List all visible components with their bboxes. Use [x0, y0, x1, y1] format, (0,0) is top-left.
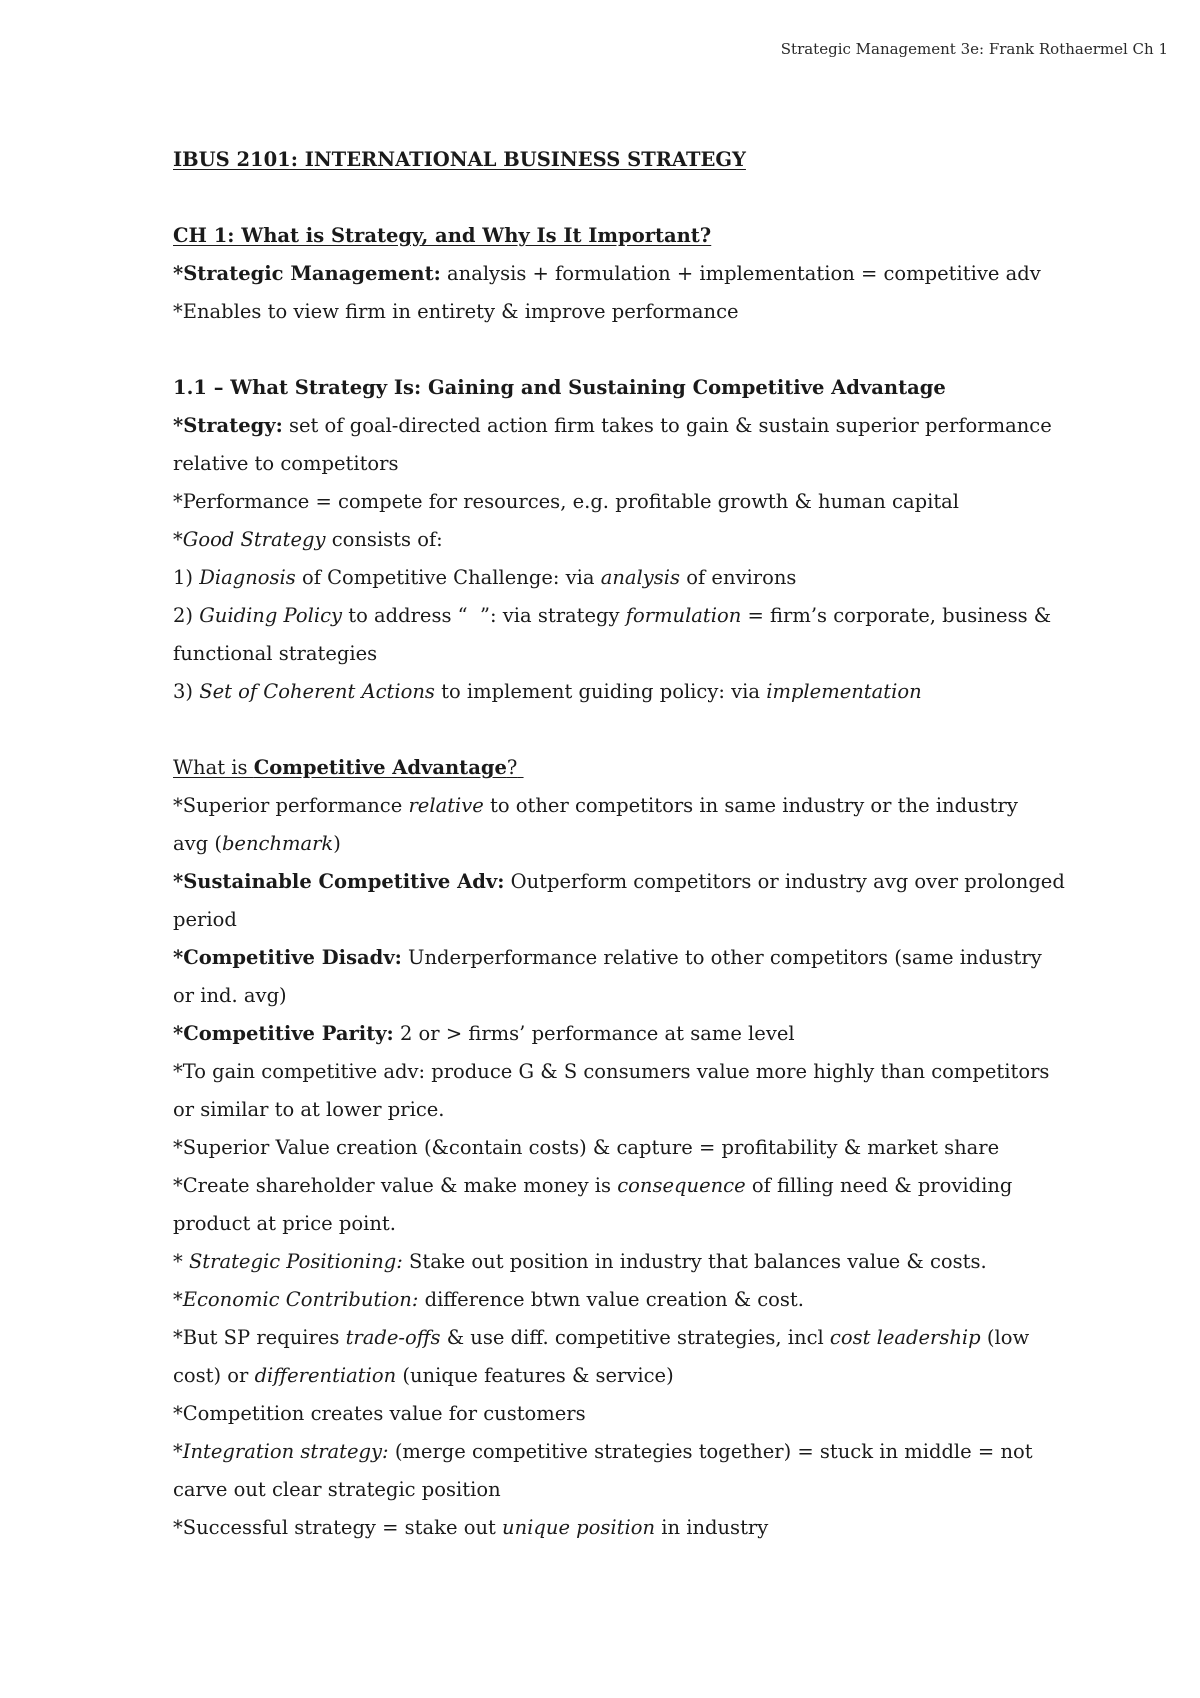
line-text: of Competitive Challenge: via [295, 566, 601, 589]
term-label: *Competitive Disadv: [173, 946, 402, 969]
list-item-guiding-policy [173, 604, 1051, 627]
italic-term: implementation [766, 680, 922, 703]
sustainable-comp-adv-cont: period [173, 908, 237, 931]
italic-term: formulation [625, 604, 742, 627]
italic-term: Guiding Policy [199, 604, 343, 627]
strategic-positioning-line [173, 1250, 987, 1273]
competition-value-line: *Competition creates value for customers [173, 1402, 586, 1425]
successful-strategy-line [173, 1516, 768, 1539]
term-text: Outperform competitors or industry avg over prolonged [504, 870, 1065, 893]
term-text: set of goal-directed action firm takes to gain & sustain superior performance [282, 414, 1052, 437]
line-text: to implement guiding policy: via [434, 680, 767, 703]
line-text: Stake out position in industry that balances value & costs. [402, 1250, 987, 1273]
ch1-line-enables: *Enables to view firm in entirety & improve performance [173, 300, 739, 323]
running-header: Strategic Management 3e: Frank Rothaermel Ch 1 [780, 40, 1168, 58]
list-number: 1) [173, 566, 200, 589]
line-text: *But SP requires [173, 1326, 346, 1349]
heading-post: ? [506, 756, 518, 779]
competitive-parity-line [173, 1022, 795, 1045]
trade-offs-line [173, 1326, 1029, 1349]
line-text: *Successful strategy = stake out [173, 1516, 503, 1539]
term-label: *Strategic Management: [173, 262, 441, 285]
good-strategy-line [173, 528, 443, 551]
line-text: (unique features & service) [396, 1364, 674, 1387]
economic-contribution-line [173, 1288, 804, 1311]
italic-term: trade-offs [345, 1326, 441, 1349]
integration-strategy-line [173, 1440, 1033, 1463]
gain-comp-adv-cont: or similar to at lower price. [173, 1098, 445, 1121]
term-label: *Strategy: [173, 414, 283, 437]
italic-term: consequence [617, 1174, 746, 1197]
line-text: avg ( [173, 832, 222, 855]
italic-term: Economic Contribution: [182, 1288, 419, 1311]
italic-term: Integration strategy: [182, 1440, 389, 1463]
bullet-star: * [173, 528, 183, 551]
italic-term: cost leadership [829, 1326, 981, 1349]
line-text: in industry [655, 1516, 769, 1539]
bullet-star: * [173, 1288, 183, 1311]
line-text: (merge competitive strategies together) = stuck in middle = not [388, 1440, 1033, 1463]
term-text: analysis + formulation + implementation = competitive adv [440, 262, 1041, 285]
italic-term: unique position [502, 1516, 656, 1539]
ch1-heading [173, 224, 711, 247]
italic-term: Good Strategy [182, 528, 326, 551]
line-text: *Create shareholder value & make money is [173, 1174, 618, 1197]
list-item-coherent-actions [173, 680, 922, 703]
line-text: (low [980, 1326, 1030, 1349]
strategy-definition [173, 414, 1052, 437]
italic-term: benchmark [221, 832, 334, 855]
competitive-disadv-line [173, 946, 1042, 969]
list-item-guiding-policy-cont: functional strategies [173, 642, 378, 665]
competitive-disadv-cont: or ind. avg) [173, 984, 287, 1007]
heading-underlined [173, 756, 524, 779]
competitive-advantage-heading [173, 756, 524, 779]
heading-pre: What is [173, 756, 254, 779]
line-text: of filling need & providing [745, 1174, 1013, 1197]
line-text: * [173, 1250, 189, 1273]
line-text: ) [333, 832, 341, 855]
line-text: & use diff. competitive strategies, incl [440, 1326, 830, 1349]
section-heading-text: 1.1 – What Strategy Is: Gaining and Sustaining Competitive Advantage [173, 376, 946, 399]
italic-term: Diagnosis [199, 566, 296, 589]
performance-line: *Performance = compete for resources, e.g. profitable growth & human capital [173, 490, 960, 513]
line-text: difference btwn value creation & cost. [418, 1288, 804, 1311]
term-text: Underperformance relative to other competitors (same industry [401, 946, 1042, 969]
gain-comp-adv-line: *To gain competitive adv: produce G & S consumers value more highly than competitors [173, 1060, 1050, 1083]
term-text: 2 or > firms’ performance at same level [393, 1022, 795, 1045]
italic-term: Set of Coherent Actions [199, 680, 435, 703]
superior-value-line: *Superior Value creation (&contain costs) & capture = profitability & market share [173, 1136, 1000, 1159]
bullet-star: * [173, 1440, 183, 1463]
italic-term: Strategic Positioning: [188, 1250, 403, 1273]
section-1-1-heading [173, 376, 946, 399]
italic-term: relative [408, 794, 484, 817]
italic-term: analysis [600, 566, 681, 589]
shareholder-value-cont: product at price point. [173, 1212, 396, 1235]
course-title-text: IBUS 2101: INTERNATIONAL BUSINESS STRATEGY [173, 148, 746, 171]
ch1-heading-text: CH 1: What is Strategy, and Why Is It Important? [173, 224, 712, 247]
line-text: *Superior performance [173, 794, 409, 817]
line-text: of environs [680, 566, 797, 589]
list-item-diagnosis [173, 566, 796, 589]
list-number: 3) [173, 680, 200, 703]
integration-strategy-cont: carve out clear strategic position [173, 1478, 501, 1501]
ch1-line-strategic-management [173, 262, 1041, 285]
strategy-definition-cont: relative to competitors [173, 452, 399, 475]
superior-performance-cont [173, 832, 341, 855]
line-text: consists of: [325, 528, 443, 551]
line-text: to address “ ”: via strategy [342, 604, 626, 627]
shareholder-value-line [173, 1174, 1012, 1197]
line-text: = firm’s corporate, business & [741, 604, 1052, 627]
heading-bold: Competitive Advantage [253, 756, 507, 779]
course-title [173, 148, 746, 171]
sustainable-comp-adv-line [173, 870, 1065, 893]
trade-offs-cont [173, 1364, 674, 1387]
line-text: to other competitors in same industry or the industry [483, 794, 1018, 817]
italic-term: differentiation [254, 1364, 397, 1387]
term-label: *Sustainable Competitive Adv: [173, 870, 505, 893]
line-text: cost) or [173, 1364, 255, 1387]
term-label: *Competitive Parity: [173, 1022, 394, 1045]
superior-performance-line [173, 794, 1018, 817]
list-number: 2) [173, 604, 200, 627]
